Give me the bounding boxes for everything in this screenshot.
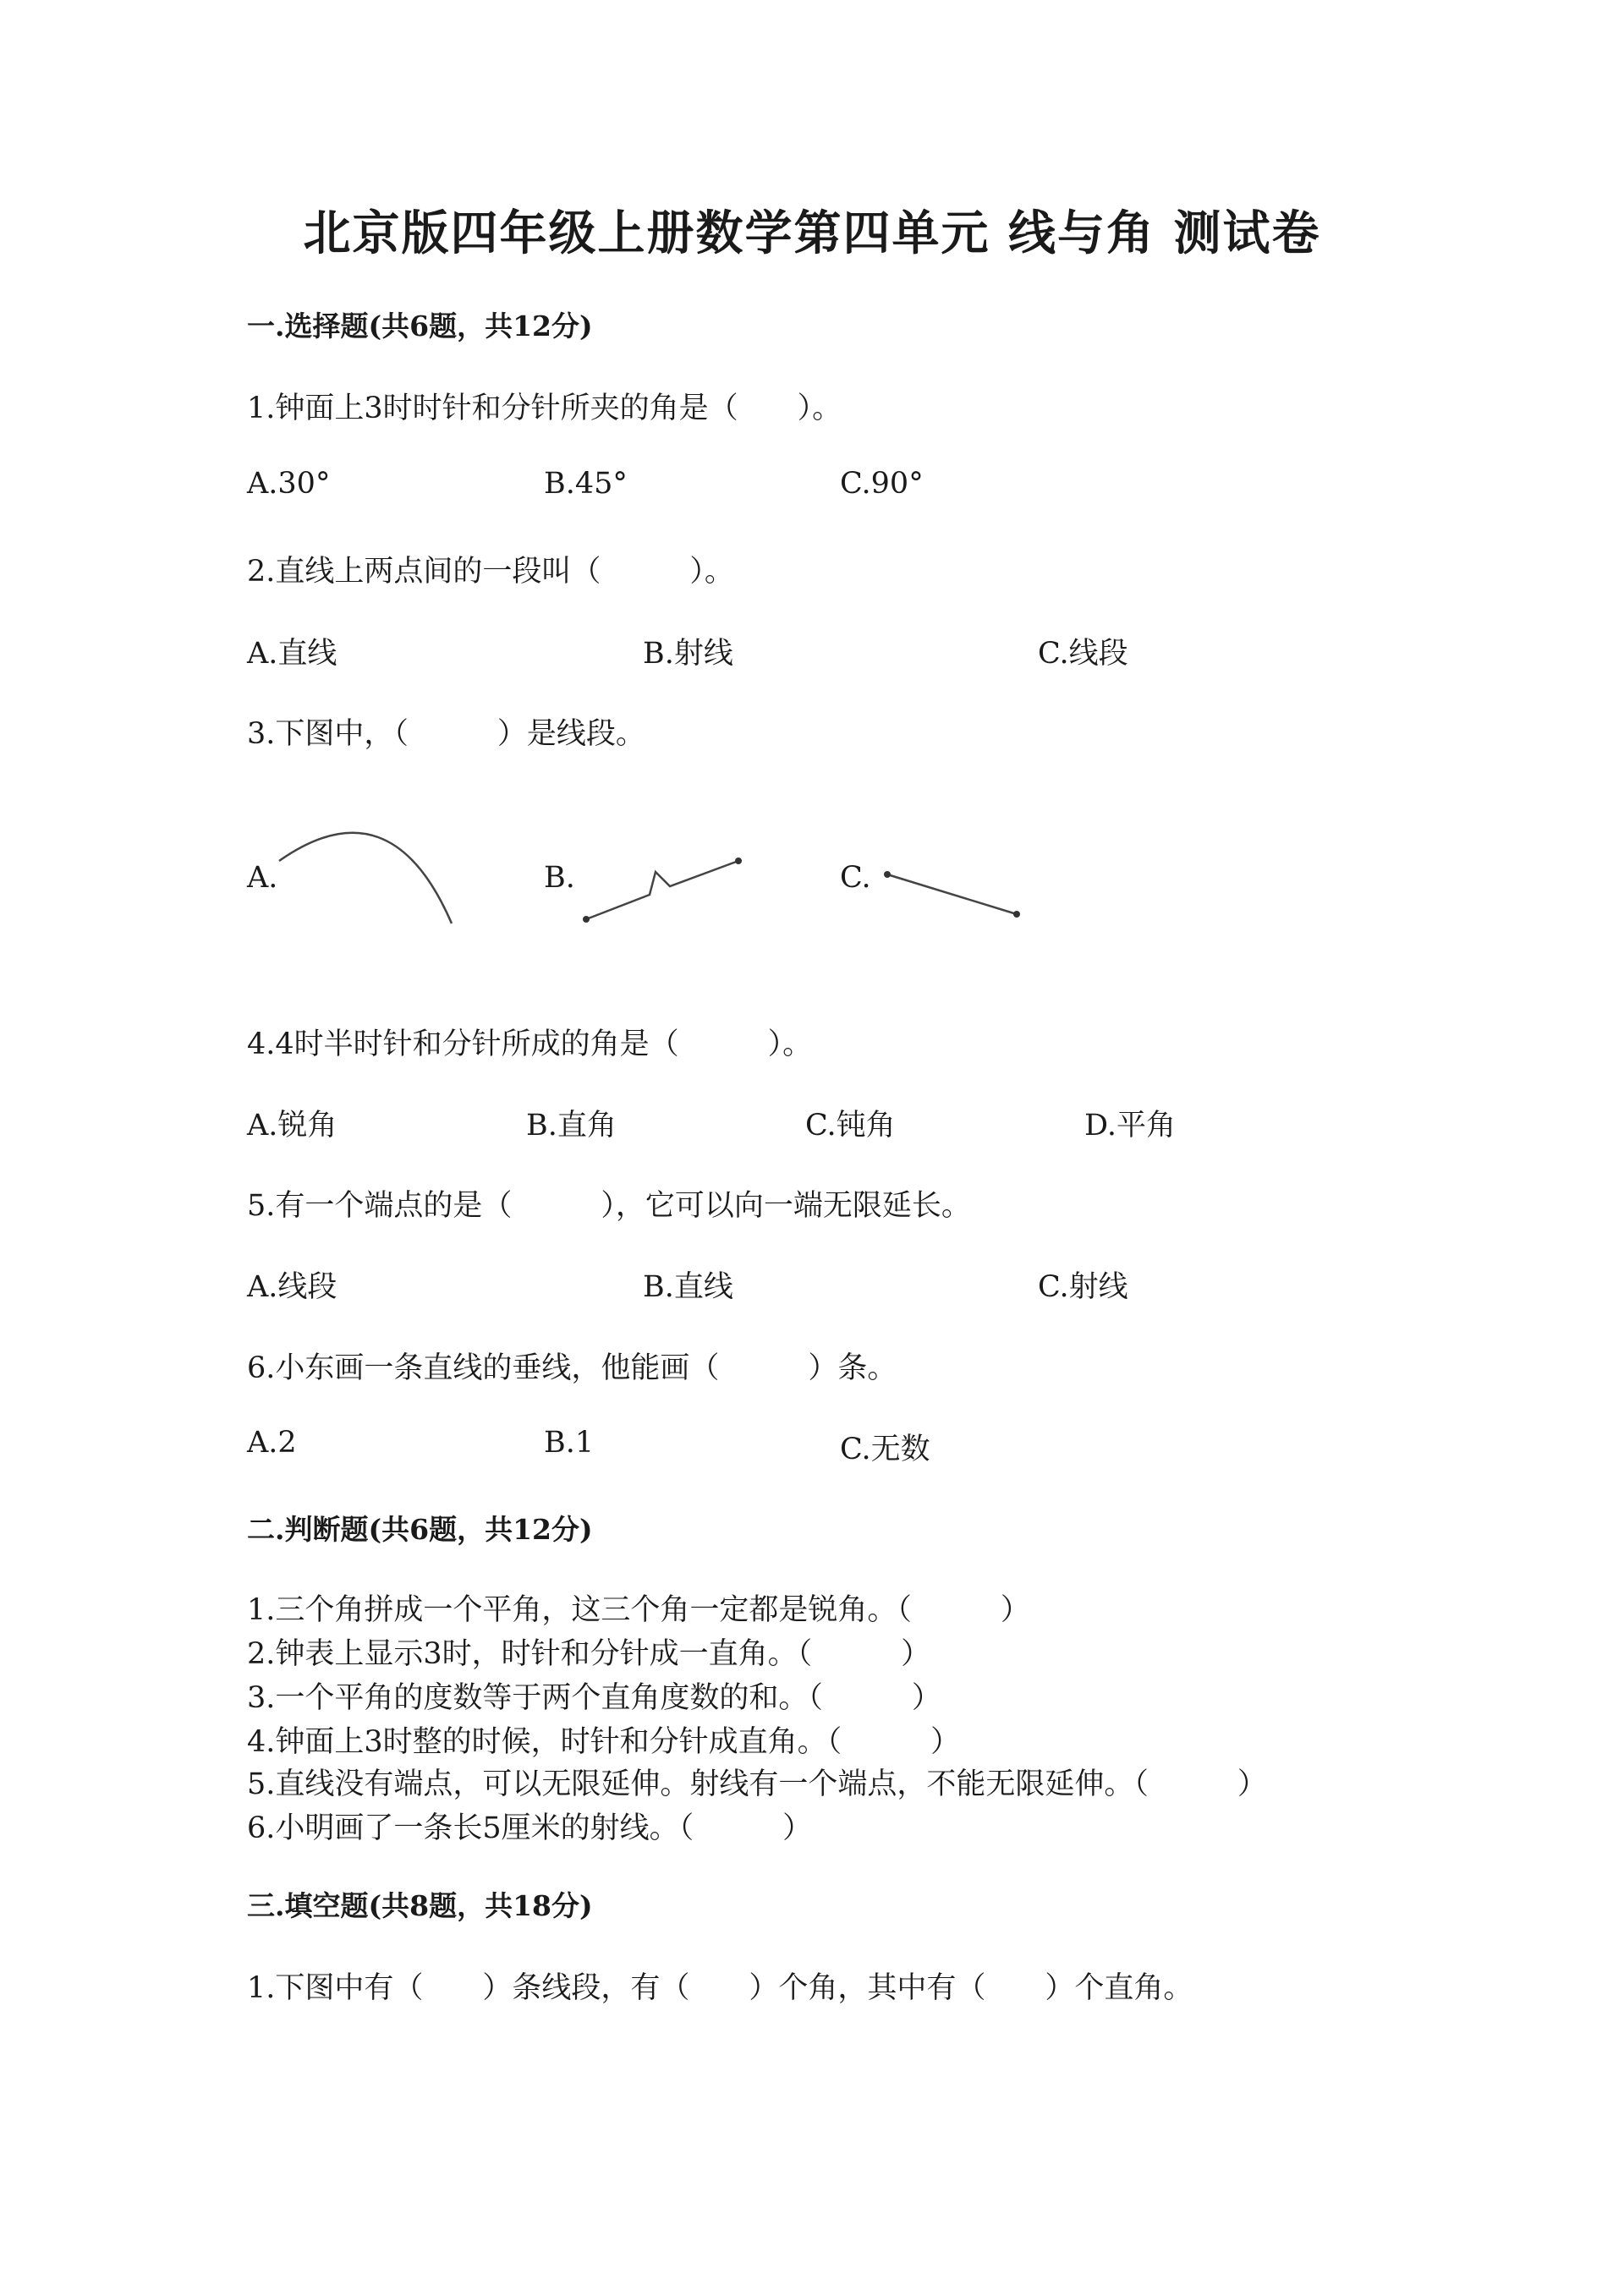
question-3: 3.下图中，（ ）是线段。 <box>247 717 645 751</box>
q3-option-c[interactable]: C. <box>840 861 871 895</box>
q4-option-b[interactable]: B.直角 <box>526 1109 617 1143</box>
q5-option-b[interactable]: B.直线 <box>643 1270 733 1304</box>
q3-option-b[interactable]: B. <box>544 861 575 895</box>
q5-option-c[interactable]: C.射线 <box>1038 1270 1128 1304</box>
question-6: 6.小东画一条直线的垂线，他能画（ ）条。 <box>247 1351 897 1385</box>
judge-item-3: 3.一个平角的度数等于两个直角度数的和。（ ） <box>247 1681 941 1715</box>
judge-item-6: 6.小明画了一条长5厘米的射线。（ ） <box>247 1811 813 1845</box>
page-title: 北京版四年级上册数学第四单元 线与角 测试卷 <box>303 205 1321 261</box>
q6-option-a[interactable]: A.2 <box>247 1426 297 1460</box>
q4-option-c[interactable]: C.钝角 <box>805 1109 896 1143</box>
q4-option-d[interactable]: D.平角 <box>1084 1109 1176 1143</box>
question-4: 4.4时半时针和分针所成的角是（ ）。 <box>247 1027 813 1061</box>
q2-option-c[interactable]: C.线段 <box>1038 637 1128 671</box>
q2-option-b[interactable]: B.射线 <box>643 637 733 671</box>
judge-item-2: 2.钟表上显示3时，时针和分针成一直角。（ ） <box>247 1637 931 1671</box>
q6-option-c[interactable]: C.无数 <box>840 1433 930 1466</box>
broken-line-figure <box>575 850 744 943</box>
q3-option-a[interactable]: A. <box>247 861 278 895</box>
q2-option-a[interactable]: A.直线 <box>247 637 337 671</box>
section-heading-fill: 三.填空题(共8题，共18分) <box>247 1889 593 1922</box>
curve-figure <box>272 812 467 939</box>
segment-figure <box>875 858 1028 926</box>
section-heading-choice: 一.选择题(共6题，共12分) <box>247 310 593 342</box>
section-heading-judge: 二.判断题(共6题，共12分) <box>247 1513 593 1546</box>
judge-item-1: 1.三个角拼成一个平角，这三个角一定都是锐角。（ ） <box>247 1593 1030 1627</box>
question-1: 1.钟面上3时时针和分针所夹的角是（ ）。 <box>247 392 842 425</box>
q5-option-a[interactable]: A.线段 <box>247 1270 337 1304</box>
q1-option-a[interactable]: A.30° <box>247 467 331 501</box>
q1-option-b[interactable]: B.45° <box>544 467 628 501</box>
q1-option-c[interactable]: C.90° <box>840 467 924 501</box>
judge-item-4: 4.钟面上3时整的时候，时针和分针成直角。（ ） <box>247 1725 961 1759</box>
q6-option-b[interactable]: B.1 <box>544 1426 595 1460</box>
question-2: 2.直线上两点间的一段叫（ ）。 <box>247 555 734 589</box>
fill-question-1: 1.下图中有（ ）条线段，有（ ）个角，其中有（ ）个直角。 <box>247 1971 1193 2005</box>
q4-option-a[interactable]: A.锐角 <box>247 1109 337 1143</box>
question-5: 5.有一个端点的是（ ），它可以向一端无限延长。 <box>247 1189 971 1223</box>
judge-item-5: 5.直线没有端点，可以无限延伸。射线有一个端点，不能无限延伸。（ ） <box>247 1767 1267 1801</box>
